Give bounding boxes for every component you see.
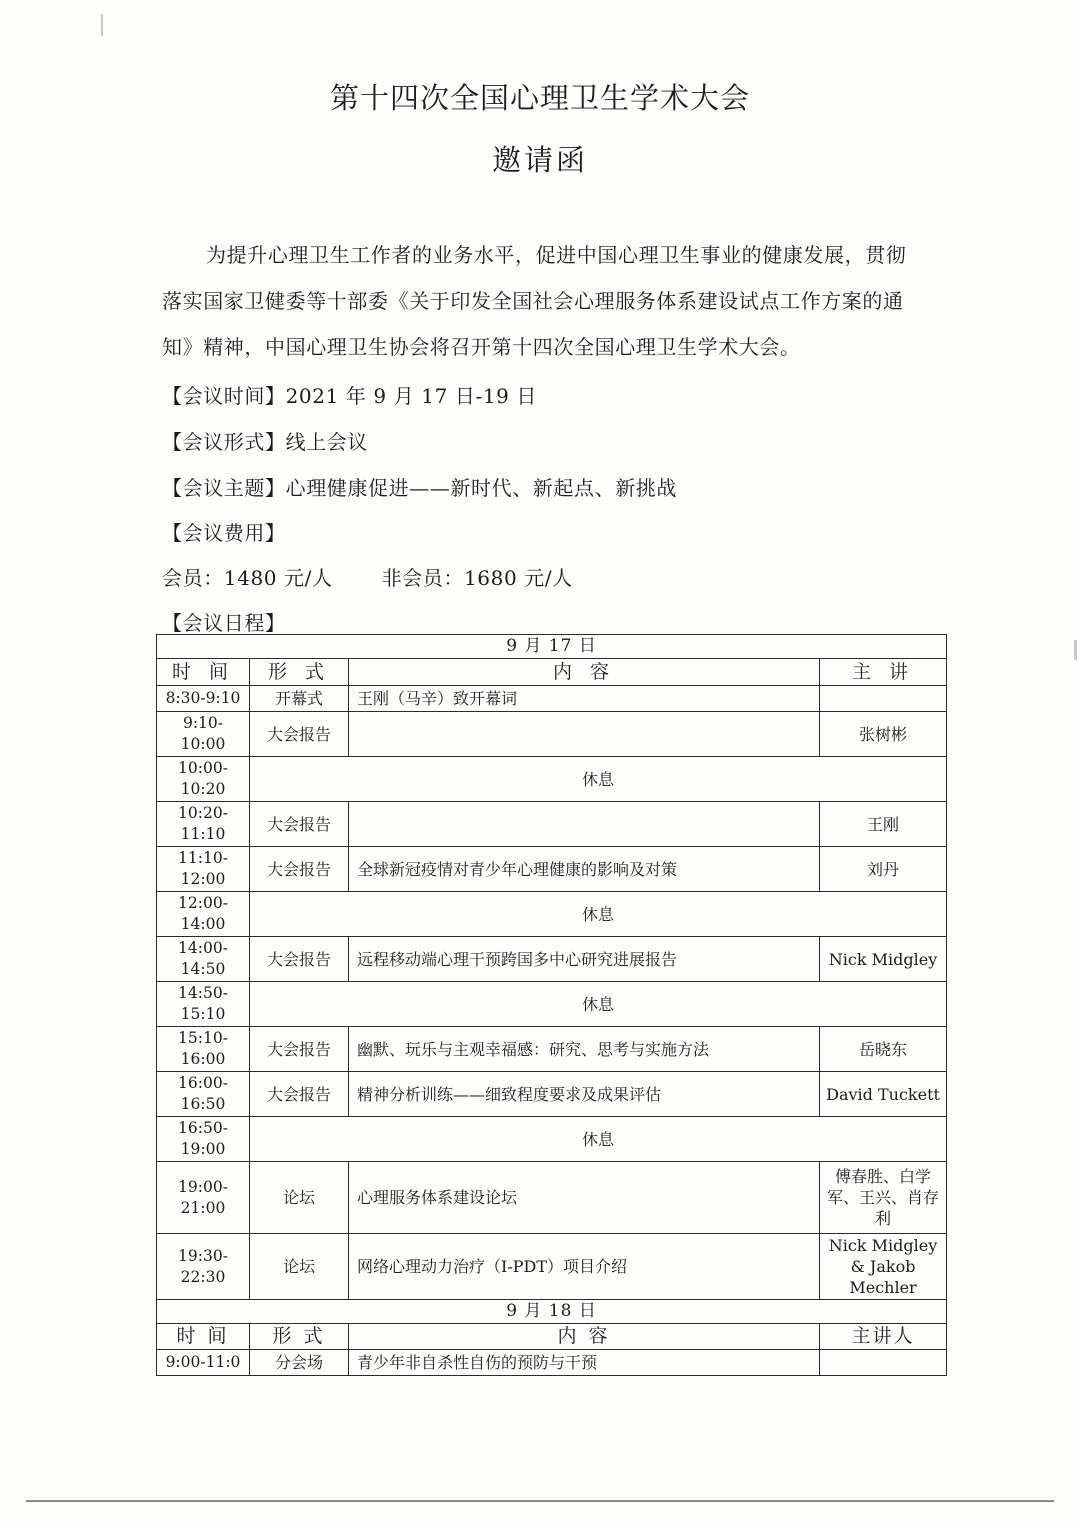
row-format: 大会报告 [250,712,349,757]
meeting-time: 【会议时间】2021 年 9 月 17 日-19 日 [162,384,538,408]
row-break: 休息 [250,757,947,802]
row-content: 幽默、玩乐与主观幸福感：研究、思考与实施方法 [349,1027,820,1072]
row-speaker: 傅春胜、白学军、王兴、肖存利 [820,1162,947,1234]
row-time: 16:50-19:00 [157,1117,250,1162]
header-content: 内 容 [349,659,820,686]
row-time: 9:10-10:00 [157,712,250,757]
row-format: 论坛 [250,1234,349,1300]
document-title: 第十四次全国心理卫生学术大会 [329,81,750,115]
row-time: 19:30-22:30 [157,1234,250,1300]
row-speaker: David Tuckett [820,1072,947,1117]
table-row [157,712,947,757]
header-time: 时 间 [157,659,250,686]
table-row-break [157,982,947,1027]
row-time: 16:00-16:50 [157,1072,250,1117]
table-row-break [157,892,947,937]
day2-header-content: 内 容 [349,1324,820,1350]
table-row [157,686,947,712]
day2-date: 9 月 18 日 [157,1300,947,1324]
scan-mark [1074,640,1077,660]
row-speaker: 岳晓东 [820,1027,947,1072]
table-row-break [157,1117,947,1162]
row-content [349,802,820,847]
document-subtitle: 邀请函 [491,143,588,177]
row-content: 网络心理动力治疗（I-PDT）项目介绍 [349,1234,820,1300]
meeting-theme: 【会议主题】心理健康促进——新时代、新起点、新挑战 [162,476,677,500]
header-speaker: 主 讲 [820,659,947,686]
day1-date: 9 月 17 日 [157,635,947,659]
intro-line-1: 为提升心理卫生工作者的业务水平，促进中国心理卫生事业的健康发展，贯彻 [206,243,907,267]
scan-mark [101,14,103,36]
header-format: 形 式 [250,659,349,686]
meeting-fee-heading: 【会议费用】 [162,521,286,545]
row-time: 14:00-14:50 [157,937,250,982]
row-content: 青少年非自杀性自伤的预防与干预 [349,1350,820,1376]
row-format: 分会场 [250,1350,349,1376]
table-row [157,937,947,982]
intro-line-2: 落实国家卫健委等十部委《关于印发全国社会心理服务体系建设试点工作方案的通 [162,289,904,313]
day2-header-format: 形 式 [250,1324,349,1350]
table-row [157,1350,947,1376]
row-format: 大会报告 [250,1027,349,1072]
row-time: 19:00-21:00 [157,1162,250,1234]
schedule-table [156,634,947,1376]
row-format: 大会报告 [250,937,349,982]
table-row-break [157,757,947,802]
intro-paragraph [162,232,942,370]
table-row [157,1234,947,1300]
table-row [157,1162,947,1234]
row-format: 论坛 [250,1162,349,1234]
row-content: 远程移动端心理干预跨国多中心研究进展报告 [349,937,820,982]
row-format: 开幕式 [250,686,349,712]
row-content: 王刚（马辛）致开幕词 [349,686,820,712]
row-time: 12:00-14:00 [157,892,250,937]
row-time: 10:00-10:20 [157,757,250,802]
row-format: 大会报告 [250,802,349,847]
meeting-fees [162,562,573,591]
row-time: 10:20-11:10 [157,802,250,847]
table-row [157,1072,947,1117]
table-row [157,1027,947,1072]
row-time: 8:30-9:10 [157,686,250,712]
table-row [157,802,947,847]
table-row [157,847,947,892]
day2-header-time: 时 间 [157,1324,250,1350]
row-break: 休息 [250,892,947,937]
row-content: 精神分析训练——细致程度要求及成果评估 [349,1072,820,1117]
row-speaker [820,686,947,712]
row-time: 11:10-12:00 [157,847,250,892]
bottom-rule [26,1500,1054,1502]
row-speaker: 张树彬 [820,712,947,757]
row-break: 休息 [250,982,947,1027]
day2-header-speaker: 主讲人 [820,1324,947,1350]
row-content: 心理服务体系建设论坛 [349,1162,820,1234]
row-speaker: Nick Midgley [820,937,947,982]
member-fee: 会员：1480 元/人 [162,566,333,590]
row-speaker [820,1350,947,1376]
row-speaker: 刘丹 [820,847,947,892]
meeting-format: 【会议形式】线上会议 [162,430,368,454]
non-member-fee: 非会员：1680 元/人 [381,566,573,590]
row-speaker: Nick Midgley & Jakob Mechler [820,1234,947,1300]
row-speaker: 王刚 [820,802,947,847]
schedule-heading: 【会议日程】 [162,611,286,635]
row-format: 大会报告 [250,1072,349,1117]
row-content: 全球新冠疫情对青少年心理健康的影响及对策 [349,847,820,892]
row-format: 大会报告 [250,847,349,892]
intro-line-3: 知》精神，中国心理卫生协会将召开第十四次全国心理卫生学术大会。 [162,335,801,359]
row-time: 9:00-11:0 [157,1350,250,1376]
row-time: 15:10-16:00 [157,1027,250,1072]
row-break: 休息 [250,1117,947,1162]
row-content [349,712,820,757]
row-time: 14:50-15:10 [157,982,250,1027]
